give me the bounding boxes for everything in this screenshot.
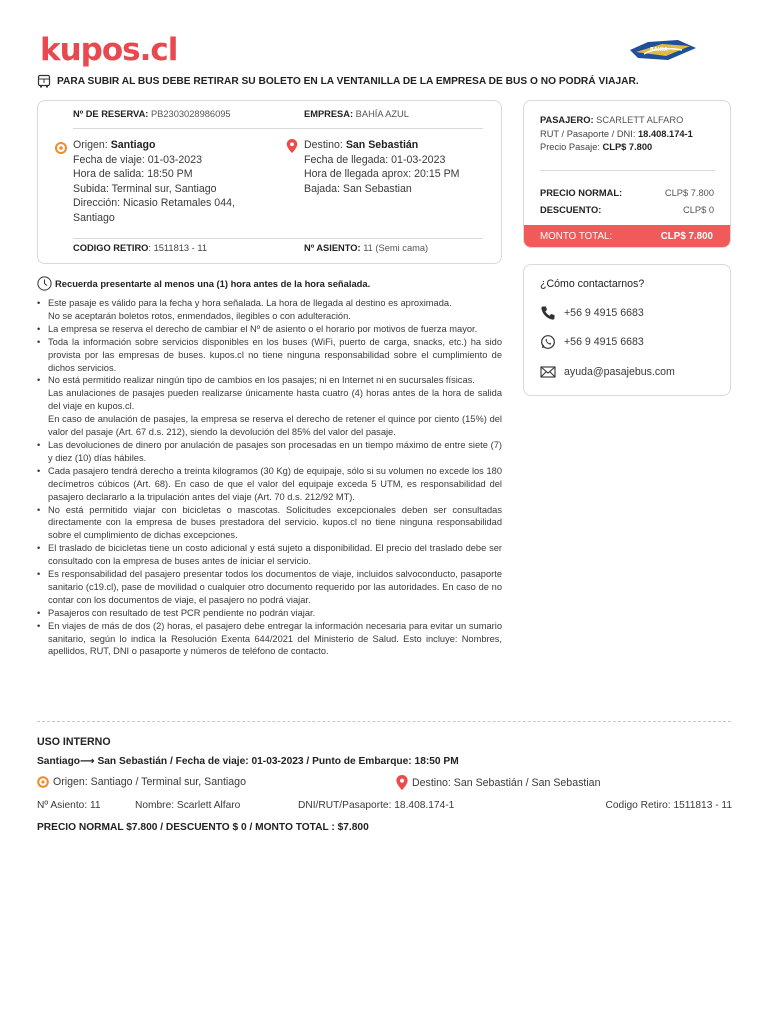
asiento-row: Nº ASIENTO: 11 (Semi cama) xyxy=(304,243,429,253)
contact-title: ¿Cómo contactarnos? xyxy=(540,278,645,290)
passenger-card xyxy=(523,100,731,248)
company-logo xyxy=(628,34,698,64)
interno-asiento: Nº Asiento: 11 xyxy=(37,800,101,811)
destination-pin-icon xyxy=(396,775,408,790)
uso-interno-title: USO INTERNO xyxy=(37,736,111,748)
whatsapp-icon xyxy=(540,334,556,350)
contact-phone[interactable]: +56 9 4915 6683 xyxy=(540,305,644,321)
list-item: • No está permitido realizar ningún tipo de cambios en los pasajes; ni en Internet ni en sucursales físicas. Las anulaciones de pasajes pueden realizarse únicamente hasta cuatro (4) horas antes de la hora de salida del viaje en kupos.cl. En caso de anulación de pasajes, la empresa se reserva el derecho de retener el quince por ciento (15%) del valor del pasaje (Art. 67 d.s. 212), siendo la devolución del 85% del valor del pasaje. xyxy=(37,374,502,439)
list-item: • El traslado de bicicletas tiene un costo adicional y está sujeto a disponibilidad. El precio del traslado debe ser consultado con la empresa de buses antes de iniciar el servicio. xyxy=(37,542,502,568)
codigo-retiro-row: CODIGO RETIRO: 1511813 - 11 xyxy=(73,243,208,253)
interno-totals: PRECIO NORMAL $7.800 / DESCUENTO $ 0 / MONTO TOTAL : $7.800 xyxy=(37,822,369,833)
reserva-row: Nº DE RESERVA: PB2303028986095 xyxy=(73,109,231,119)
interno-dni: DNI/RUT/Pasaporte: 18.408.174-1 xyxy=(298,800,455,811)
ticket-card xyxy=(37,100,502,264)
bus-icon xyxy=(37,74,51,88)
contact-card xyxy=(523,264,731,396)
list-item: • Cada pasajero tendrá derecho a treinta kilogramos (30 Kg) de equipaje, sólo si su volumen no excede los 180 decímetros cúbicos (Art. 68). En caso de que el valor del equipaje exceda 5 UTM, es responsabilidad del pasajero declararlo a la tripulación antes del viaje (Art. 70 d.s. 212/92 MT). xyxy=(37,465,502,504)
cut-line xyxy=(37,721,731,722)
divider xyxy=(540,170,715,171)
divider xyxy=(73,128,483,129)
email-icon xyxy=(540,364,556,380)
descuento-label: DESCUENTO: xyxy=(540,205,602,215)
list-item: • En viajes de más de dos (2) horas, el pasajero debe entregar la información necesaria para evitar un sumario sanitario, según lo indica la Resolución Exenta 644/2021 del Ministerio de Salud. Esto incluye: Nombres, apellidos, RUT, DNI o pasaporte y números de teléfono de contacto. xyxy=(37,620,502,659)
svg-text:BAHIA: BAHIA xyxy=(650,47,668,53)
destination-pin-icon xyxy=(286,139,298,153)
contact-email[interactable]: ayuda@pasajebus.com xyxy=(540,364,675,380)
kupos-logo: kupos.cl xyxy=(40,32,178,68)
route-line: Santiago⟶ San Sebastián / Fecha de viaje: 01-03-2023 / Punto de Embarque: 18:50 PM xyxy=(37,756,459,767)
list-item: • No está permitido viajar con bicicletas o mascotas. Solicitudes excepcionales deben ser consultadas directamente con la empresa de buses prestadora del servicio. kupos.cl no tiene ninguna responsabilidad sobre el cumplimiento de dichas excepciones. xyxy=(37,504,502,543)
origin-pin-icon xyxy=(55,142,67,156)
phone-icon xyxy=(540,305,556,321)
precio-normal-value: CLP$ 7.800 xyxy=(664,188,714,198)
list-item: • Las devoluciones de dinero por anulación de pasajes son procesadas en un tiempo máximo de entre siete (7) y diez (10) días hábiles. xyxy=(37,439,502,465)
list-item: • Este pasaje es válido para la fecha y hora señalada. La hora de llegada al destino es aproximada. No se aceptarán boletos rotos, enmendados, ilegibles o con adulteración. xyxy=(37,297,502,323)
origin-block: Origen: Santiago Fecha de viaje: 01-03-2023 Hora de salida: 18:50 PM Subida: Terminal sur, Santiago Dirección: Nicasio Retamales 044, Santiago xyxy=(73,139,235,224)
passenger-info: PASAJERO: SCARLETT ALFARO RUT / Pasaporte / DNI: 18.408.174-1 Precio Pasaje: CLP$ 7.800 xyxy=(540,115,693,152)
boarding-notice xyxy=(37,72,737,90)
monto-total-bar xyxy=(524,225,730,247)
interno-origen: Origen: Santiago / Terminal sur, Santiago xyxy=(37,776,246,788)
interno-nombre: Nombre: Scarlett Alfaro xyxy=(135,800,241,811)
precio-normal-label: PRECIO NORMAL: xyxy=(540,188,623,198)
list-item: • Es responsabilidad del pasajero presentar todos los documentos de viaje, incluidos salvoconducto, pasaporte sanitario (c19.cl), pase de movilidad o cualquier otro documento requerido por las autoridades. En caso de no contar con los documentos de viaje, el pasajero no podrá viajar. xyxy=(37,568,502,607)
interno-codigo: Codigo Retiro: 1511813 - 11 xyxy=(605,800,732,811)
list-item: • Pasajeros con resultado de test PCR pendiente no podrán viajar. xyxy=(37,607,502,620)
destination-block: Destino: San Sebastián Fecha de llegada: 01-03-2023 Hora de llegada aprox: 20:15 PM Bajada: San Sebastian xyxy=(304,139,460,195)
monto-total-value: CLP$ 7.800 xyxy=(660,230,713,242)
descuento-value: CLP$ 0 xyxy=(682,205,714,215)
monto-total-label: MONTO TOTAL: xyxy=(540,230,613,242)
list-item: • La empresa se reserva el derecho de cambiar el Nº de asiento o el horario por motivos de fuerza mayor. xyxy=(37,323,502,336)
empresa-row: EMPRESA: BAHÍA AZUL xyxy=(304,109,409,119)
divider xyxy=(73,238,483,239)
reminder: Recuerda presentarte al menos una (1) hora antes de la hora señalada. xyxy=(37,276,370,291)
interno-destino: Destino: San Sebastián / San Sebastian xyxy=(396,775,600,790)
list-item: • Toda la información sobre servicios disponibles en los buses (WiFi, puerto de carga, snacks, etc.) ha sido provista por las empresas de buses. kupos.cl no tiene ninguna responsabilidad sobre el cumplimiento de dichos servicios. xyxy=(37,336,502,375)
contact-whatsapp[interactable]: +56 9 4915 6683 xyxy=(540,334,644,350)
notice-text: PARA SUBIR AL BUS DEBE RETIRAR SU BOLETO EN LA VENTANILLA DE LA EMPRESA DE BUS O NO PODRÁ VIAJAR. xyxy=(57,75,639,87)
terms-list xyxy=(37,297,502,658)
origin-pin-icon xyxy=(37,776,49,788)
clock-icon xyxy=(37,276,52,291)
